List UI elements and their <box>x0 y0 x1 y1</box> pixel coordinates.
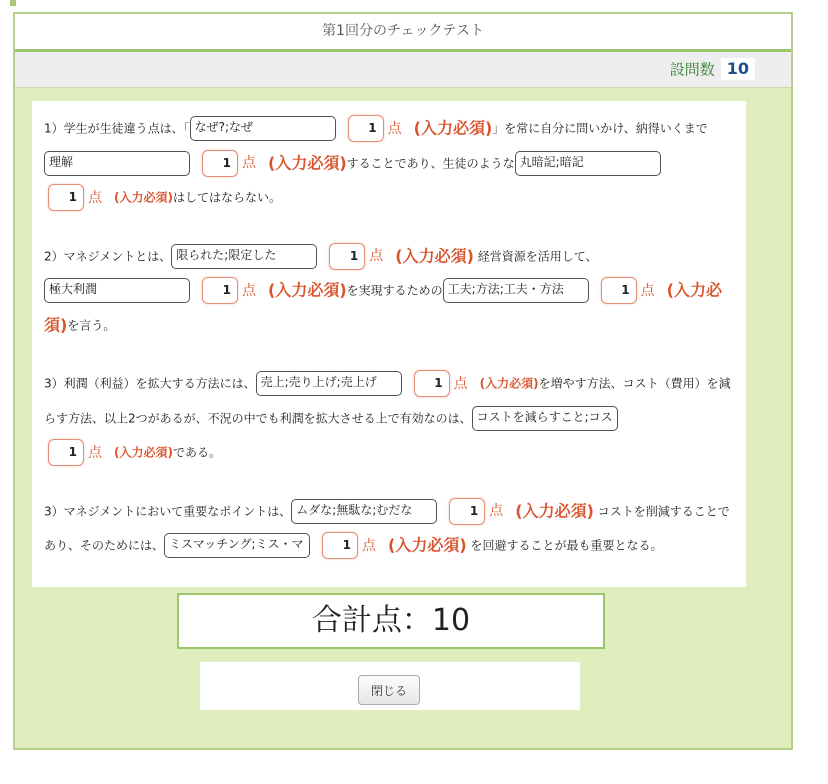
question-text: することであり、生徒のような <box>346 156 515 170</box>
point-unit: 点 <box>88 189 102 206</box>
answer-input[interactable]: コストを減らすこと;コス <box>472 406 618 431</box>
question-count-label: 設問数 <box>669 60 715 79</box>
point-unit: 点 <box>489 503 504 519</box>
required-label: (入力必須) <box>515 501 594 520</box>
question-2 <box>44 239 734 343</box>
question-text: を言う。 <box>67 318 116 332</box>
answer-input[interactable]: ミスマッチング;ミス・マ <box>164 533 310 558</box>
score-input[interactable]: 1 <box>48 439 84 466</box>
question-text: を実現するための <box>346 283 443 298</box>
question-text: コストを削減することであり、そのためには、 <box>44 504 730 553</box>
score-input[interactable]: 1 <box>202 277 238 304</box>
answer-input[interactable]: 丸暗記;暗記 <box>515 151 661 176</box>
score-input[interactable]: 1 <box>329 243 365 270</box>
score-input[interactable]: 1 <box>202 150 238 177</box>
question-text: はしてはならない。 <box>172 190 281 205</box>
point-unit: 点 <box>369 248 384 264</box>
required-label: (入力必須) <box>479 376 539 391</box>
question-3 <box>44 366 734 470</box>
score-input[interactable]: 1 <box>322 532 358 559</box>
answer-input[interactable]: 売上;売り上げ;売上げ <box>256 371 402 396</box>
page-title: 第1回分のチェックテスト <box>15 14 791 52</box>
point-unit: 点 <box>640 282 655 299</box>
question-text: 2）マネジメントとは、 <box>44 249 172 263</box>
required-label: (入力必須) <box>413 118 493 138</box>
question-text: を回避することが最も重要となる。 <box>470 538 663 553</box>
question-text: 3）利潤（利益）を拡大する方法には、 <box>44 376 256 391</box>
required-label: (入力必須) <box>268 280 347 300</box>
question-text: である。 <box>172 445 221 460</box>
question-text: 1）学生が生徒違う点は、「 <box>44 121 190 136</box>
question-text: 経営資源を活用して、 <box>477 249 598 263</box>
answer-input[interactable]: ムダな;無駄な;むだな <box>291 499 437 524</box>
answer-input[interactable]: 工夫;方法;工夫・方法 <box>443 278 589 303</box>
question-text: を増やす方法、コスト（費用）を減らす方法、以上2つがあるが、不況の中でも利潤を拡大させる上で有効なのは、 <box>44 376 731 425</box>
score-input[interactable]: 1 <box>348 115 384 142</box>
total-score: 合計点：10 <box>177 593 605 649</box>
score-input[interactable]: 1 <box>601 277 637 304</box>
question-1 <box>44 111 734 215</box>
question-4 <box>44 494 734 563</box>
point-unit: 点 <box>387 120 402 137</box>
question-count-value: 10 <box>721 58 755 80</box>
answer-input[interactable]: 理解 <box>44 151 190 176</box>
answer-input[interactable]: なぜ?;なぜ <box>190 116 336 141</box>
question-count-bar <box>15 52 791 88</box>
required-label: (入力必須) <box>44 280 722 334</box>
corner-mark <box>10 0 16 6</box>
answer-input[interactable]: 極大利潤 <box>44 278 190 303</box>
question-count <box>670 58 755 80</box>
question-text: 」を常に自分に問いかけ、納得いくまで <box>492 121 708 136</box>
point-unit: 点 <box>242 282 256 299</box>
point-unit: 点 <box>362 537 377 554</box>
required-label: (入力必須) <box>114 190 173 205</box>
question-text: 3）マネジメントにおいて重要なポイントは、 <box>44 504 292 518</box>
answer-input[interactable]: 限られた;限定した <box>171 244 317 269</box>
required-label: (入力必須) <box>388 535 467 555</box>
point-unit: 点 <box>242 155 256 171</box>
required-label: (入力必須) <box>114 445 173 460</box>
score-input[interactable]: 1 <box>414 370 450 397</box>
close-button[interactable]: 閉じる <box>358 675 420 705</box>
close-area <box>200 662 580 710</box>
score-input[interactable]: 1 <box>449 498 485 525</box>
score-input[interactable]: 1 <box>48 184 84 211</box>
questions-area <box>32 101 746 587</box>
point-unit: 点 <box>453 375 468 392</box>
required-label: (入力必須) <box>395 246 474 265</box>
point-unit: 点 <box>88 444 102 461</box>
required-label: (入力必須) <box>268 153 347 172</box>
